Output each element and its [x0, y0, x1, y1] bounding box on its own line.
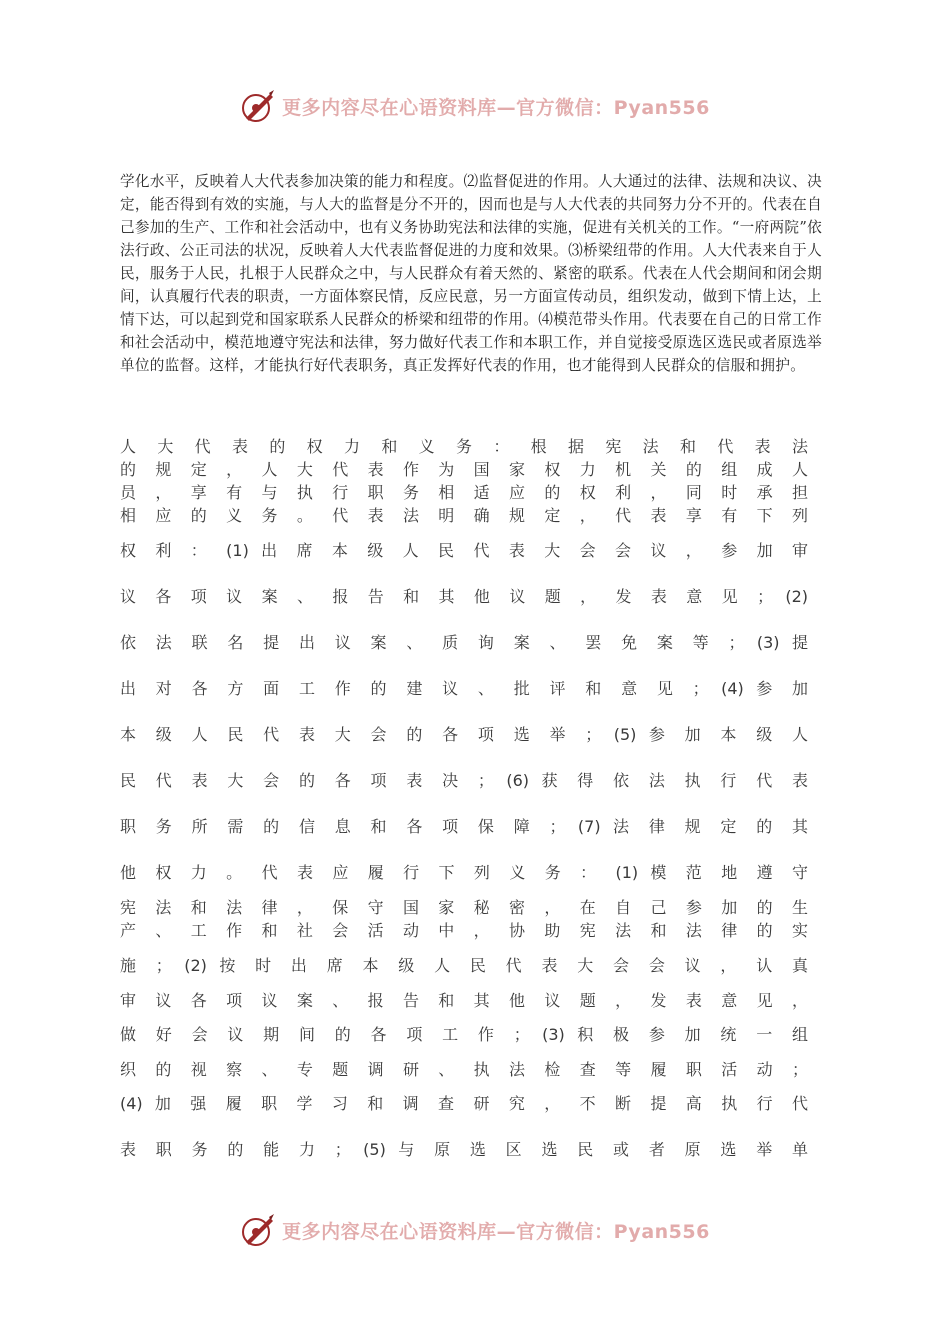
body-paragraph: 学化水平，反映着人大代表参加决策的能力和程度。⑵监督促进的作用。人大通过的法律、法规和决议、决定，能否得到有效的实施，与人大的监督是分不开的，因而也是与人大代表的共同努力分不开的。代表在自己参加的生产、工作和社会活动中，也有义务协助宪法和法律的实施，促进有关机关的工作。“一府两院”依法行政、公正司法的状况，反映着人大代表监督促进的力度和效果。⑶桥梁纽带的作用。人大代表来自于人民，服务于人民，扎根于人民群众之中，与人民群众有着天然的、紧密的联系。代表在人代会期间和闭会期间，认真履行代表的职责，一方面体察民情，反应民意，另一方面宣传动员，组织发动，做到下情上达，上情下达，可以起到党和国家联系人民群众的桥梁和纽带的作用。⑷模范带头作用。代表要在自己的日常工作和社会活动中，模范地遵守宪法和法律，努力做好代表工作和本职工作，并自觉接受原选区选民或者原选举单位的监督。这样，才能执行好代表职务，真正发挥好代表的作用，也才能得到人民群众的信服和拥护。 [120, 173, 822, 374]
text-line: 本 级 人 民 代 表 大 会 的 各 项 选 举 ； (5) 参 加 本 级 人 [120, 725, 808, 744]
text-line: 民 代 表 大 会 的 各 项 表 决 ； (6) 获 得 依 法 执 行 代 表 [120, 771, 808, 790]
text-line: 员 ， 享 有 与 执 行 职 务 相 适 应 的 权 利 ， 同 时 承 担 [120, 483, 808, 502]
text-line: 相 应 的 义 务 。 代 表 法 明 确 规 定 ， 代 表 享 有 下 列 [120, 506, 808, 525]
text-line: 职 务 所 需 的 信 息 和 各 项 保 障 ； (7) 法 律 规 定 的 其 [120, 817, 808, 836]
banner-text: 更多内容尽在心语资料库—官方微信：Pyan556 [282, 96, 710, 119]
text-line: 产 、 工 作 和 社 会 活 动 中 ， 协 助 宪 法 和 法 律 的 实 [120, 921, 808, 940]
text-line: 审 议 各 项 议 案 、 报 告 和 其 他 议 题 ， 发 表 意 见 ， [120, 991, 808, 1010]
text-line: 的 规 定 ， 人 大 代 表 作 为 国 家 权 力 机 关 的 组 成 人 [120, 460, 808, 479]
text-line: 出 对 各 方 面 工 作 的 建 议 、 批 评 和 意 见 ； (4) 参 加 [120, 679, 808, 698]
text-line: 权 利 ： (1) 出 席 本 级 人 民 代 表 大 会 会 议 ， 参 加 审 [120, 541, 808, 560]
text-line: 织 的 视 察 、 专 题 调 研 、 执 法 检 查 等 履 职 活 动 ； [120, 1060, 808, 1079]
banner-text: 更多内容尽在心语资料库—官方微信：Pyan556 [282, 1220, 710, 1243]
pen-logo-icon [240, 88, 276, 124]
text-line: 宪 法 和 法 律 ， 保 守 国 家 秘 密 ， 在 自 己 参 加 的 生 [120, 898, 808, 917]
pen-logo-icon [240, 1212, 276, 1248]
footer-banner [0, 1208, 950, 1252]
text-line: 人 大 代 表 的 权 力 和 义 务 ： 根 据 宪 法 和 代 表 法 [120, 437, 808, 456]
text-line: 做 好 会 议 期 间 的 各 项 工 作 ； (3) 积 极 参 加 统 一 组 [120, 1025, 808, 1044]
text-line: 他 权 力 。 代 表 应 履 行 下 列 义 务 ： (1) 模 范 地 遵 守 [120, 863, 808, 882]
text-line: 议 各 项 议 案 、 报 告 和 其 他 议 题 ， 发 表 意 见 ； (2) [120, 587, 808, 606]
text-line: (4) 加 强 履 职 学 习 和 调 查 研 究 ， 不 断 提 高 执 行 代 [120, 1094, 808, 1113]
text-line: 表 职 务 的 能 力 ； (5) 与 原 选 区 选 民 或 者 原 选 举 单 [120, 1140, 808, 1159]
text-line: 施 ； (2) 按 时 出 席 本 级 人 民 代 表 大 会 会 议 ， 认 真 [120, 956, 808, 975]
header-banner [0, 84, 950, 128]
text-line: 依 法 联 名 提 出 议 案 、 质 询 案 、 罢 免 案 等 ； (3) 提 [120, 633, 808, 652]
